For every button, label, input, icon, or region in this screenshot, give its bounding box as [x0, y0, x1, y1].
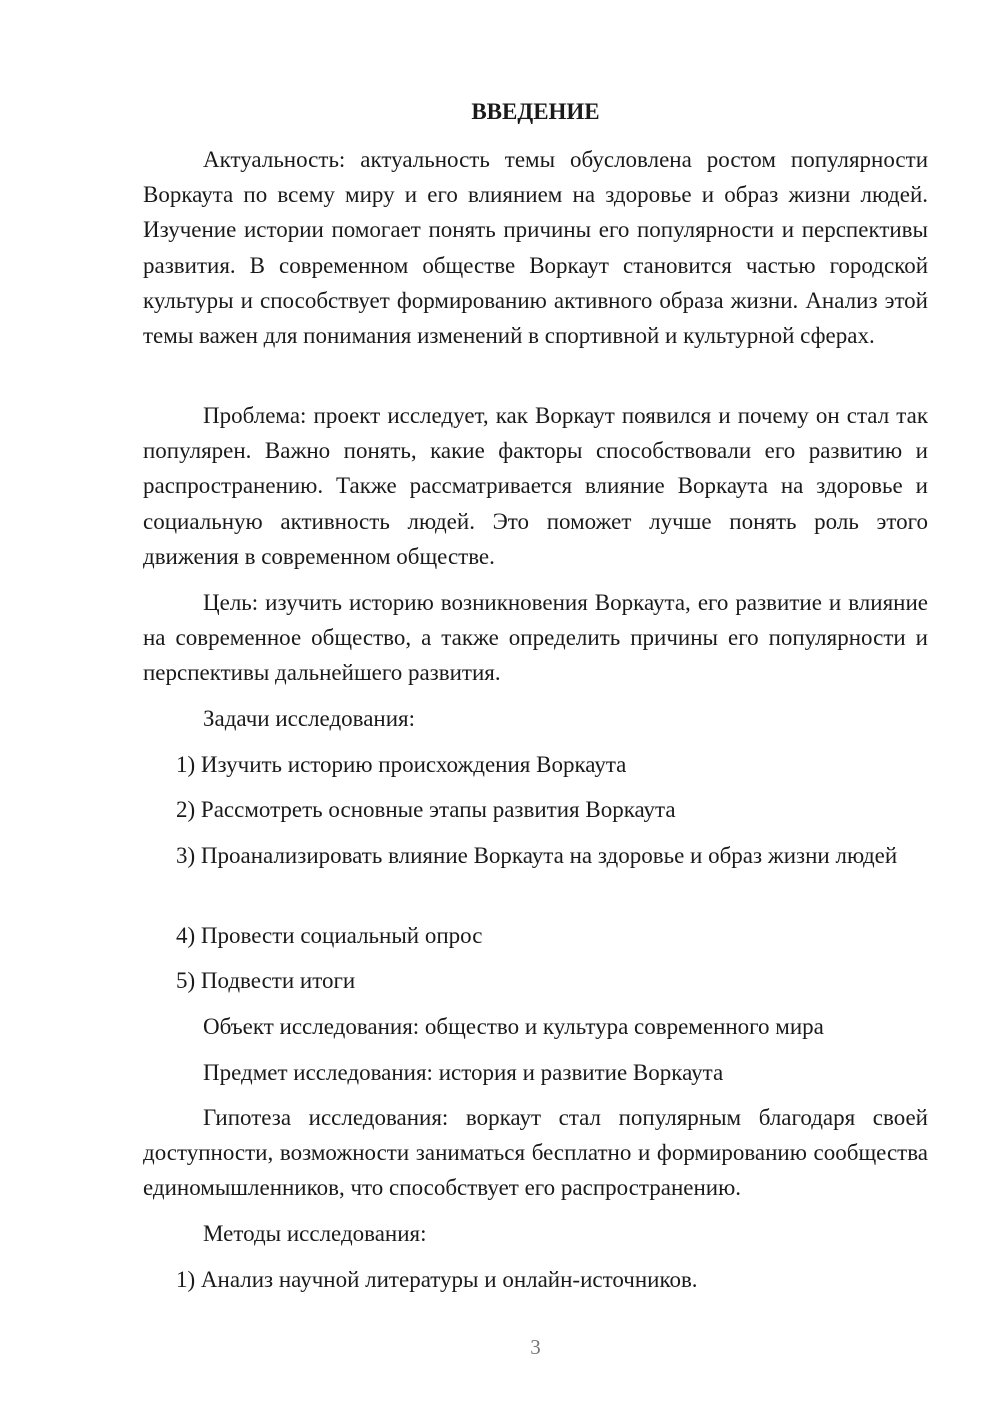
task-item-3: 3) Проанализировать влияние Воркаута на здоровье и образ жизни людей	[176, 843, 898, 868]
relevance-paragraph: Актуальность: актуальность темы обусловлена ростом популярности Воркаута по всему миру и его влиянием на здоровье и образ жизни людей. Изучение истории помогает понять причины его популярности и перспективы развития. В современном обществе Воркаут становится частью городской культуры и способствует формированию активного образа жизни. Анализ этой темы важен для понимания изменений в спортивной и культурной сферах.	[143, 147, 928, 349]
task-item-2: 2) Рассмотреть основные этапы развития Воркаута	[176, 797, 676, 822]
tasks-heading: Задачи исследования:	[203, 706, 416, 731]
methods-heading: Методы исследования:	[203, 1221, 427, 1246]
method-item-1: 1) Анализ научной литературы и онлайн-источников.	[176, 1267, 698, 1292]
task-item-5: 5) Подвести итоги	[176, 968, 356, 993]
task-item-4: 4) Провести социальный опрос	[176, 923, 483, 948]
hypothesis-paragraph: Гипотеза исследования: воркаут стал популярным благодаря своей доступности, возможности заниматься бесплатно и формированию сообщества единомышленников, что способствует его распространению.	[143, 1105, 928, 1201]
task-item-1: 1) Изучить историю происхождения Воркаута	[176, 752, 627, 777]
problem-paragraph: Проблема: проект исследует, как Воркаут появился и почему он стал так популярен. Важно понять, какие факторы способствовали его развитию и распространению. Также рассматривается влияние Воркаута на здоровье и социальную активность людей. Это поможет лучше понять роль этого движения в современном обществе.	[143, 403, 928, 569]
research-object: Объект исследования: общество и культура современного мира	[203, 1014, 824, 1039]
section-heading: ВВЕДЕНИЕ	[471, 99, 600, 124]
page-number: 3	[530, 1335, 541, 1359]
research-subject: Предмет исследования: история и развитие Воркаута	[203, 1060, 724, 1085]
goal-paragraph: Цель: изучить историю возникновения Воркаута, его развитие и влияние на современное общество, а также определить причины его популярности и перспективы дальнейшего развития.	[143, 590, 928, 686]
